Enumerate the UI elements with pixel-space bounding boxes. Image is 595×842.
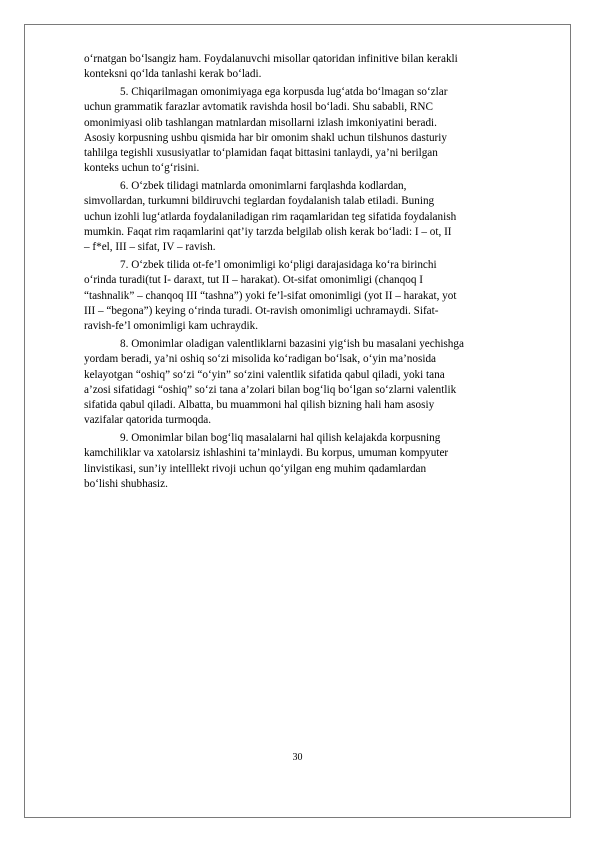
text-line: linvistikasi, sun’iy intelllekt rivoji uchun qo‘yilgan eng muhim qadamlardan bbox=[84, 462, 427, 475]
text-line: sifatida qabul qiladi. Albatta, bu muammoni hal qilish bizning hali ham asosiy bbox=[84, 399, 435, 412]
text-line: kamchiliklar va xatolarsiz ishlashini ta’minlaydi. Bu korpus, umuman kompyuter bbox=[84, 447, 449, 460]
text-line: ravish-fe’l omonimligi kam uchraydik. bbox=[84, 320, 258, 333]
text-line: 8. Omonimlar oladigan valentliklarni bazasini yig‘ish bu masalani yechishga bbox=[120, 337, 464, 350]
paragraph-item-8 bbox=[84, 337, 551, 429]
text-line: Asosiy korpusning ushbu qismida har bir omonim shakl uchun tilshunos dasturiy bbox=[84, 131, 447, 144]
text-line: tahlilga tegishli xususiyatlar to‘plamidan faqat bittasini tanlaydi, ya’ni berilgan bbox=[84, 147, 438, 160]
text-line: a’zosi sifatidagi “oshiq” so‘zi tana a’zolari bilan bog‘liq bo‘lgan so‘zlarni valentlik bbox=[84, 383, 457, 396]
text-line: kelayotgan “oshiq” so‘zi “o‘yin” so‘zini valentlik sifatida qabul qiladi, yoki tana bbox=[84, 368, 445, 381]
text-line: uchun izohli lug‘atlarda foydalaniladigan rim raqamlaridan teg sifatida foydalanish bbox=[84, 210, 457, 223]
text-line: yordam beradi, ya’ni oshiq so‘zi misolida ko‘radigan bo‘lsak, o‘yin ma’nosida bbox=[84, 353, 437, 366]
text-line: konteksni qo‘lda tanlashi kerak bo‘ladi. bbox=[84, 68, 262, 81]
text-line: 6. O‘zbek tilidagi matnlarda omonimlarni farqlashda kodlardan, bbox=[120, 180, 407, 193]
paragraph-item-6 bbox=[84, 179, 551, 255]
text-line: konteks uchun to‘g‘risini. bbox=[84, 162, 200, 175]
text-line: simvollardan, turkumni bildiruvchi teglardan foydalanish talab etiladi. Buning bbox=[84, 195, 435, 208]
paragraph-item-9 bbox=[84, 431, 551, 492]
text-line: uchun grammatik farazlar avtomatik ravishda hosil bo‘ladi. Shu sababli, RNC bbox=[84, 101, 433, 114]
text-line: vazifalar qatorida turmoqda. bbox=[84, 414, 212, 427]
document-body bbox=[84, 52, 551, 495]
page-number: 30 bbox=[292, 752, 303, 763]
text-line: o‘rnatgan bo‘lsangiz ham. Foydalanuvchi misollar qatoridan infinitive bilan kerakli bbox=[84, 53, 458, 65]
text-line: “tashnalik” – chanqoq III “tashna”) yoki fe’l-sifat omonimligi (yot II – harakat, yot bbox=[84, 289, 457, 302]
text-line: bo‘lishi shubhasiz. bbox=[84, 477, 168, 490]
text-line: omonimiyasi olib tashlangan matnlardan misollarni izlash imkoniyatini beradi. bbox=[84, 116, 437, 129]
text-line: – f*el, III – sifat, IV – ravish. bbox=[84, 241, 216, 254]
paragraph-item-7 bbox=[84, 258, 551, 334]
text-line: 9. Omonimlar bilan bog‘liq masalalarni hal qilish kelajakda korpusning bbox=[120, 432, 441, 445]
text-line: o‘rinda turadi(tut I- daraxt, tut II – harakat). Ot-sifat omonimligi (chanqoq I bbox=[84, 274, 423, 287]
paragraph-continuation bbox=[84, 52, 551, 83]
text-line: III – “begona”) keying o‘rinda turadi. Ot-ravish omonimligi uchramaydi. Sifat- bbox=[84, 304, 439, 317]
text-line: 7. O‘zbek tilida ot-fe’l omonimligi ko‘pligi darajasidaga ko‘ra birinchi bbox=[120, 259, 437, 272]
text-line: 5. Chiqarilmagan omonimiyaga ega korpusda lug‘atda bo‘lmagan so‘zlar bbox=[120, 85, 448, 98]
text-line: mumkin. Faqat rim raqamlarini qat’iy tarzda belgilab olish kerak bo‘ladi: I – ot, II bbox=[84, 226, 452, 239]
paragraph-item-5 bbox=[84, 85, 551, 177]
